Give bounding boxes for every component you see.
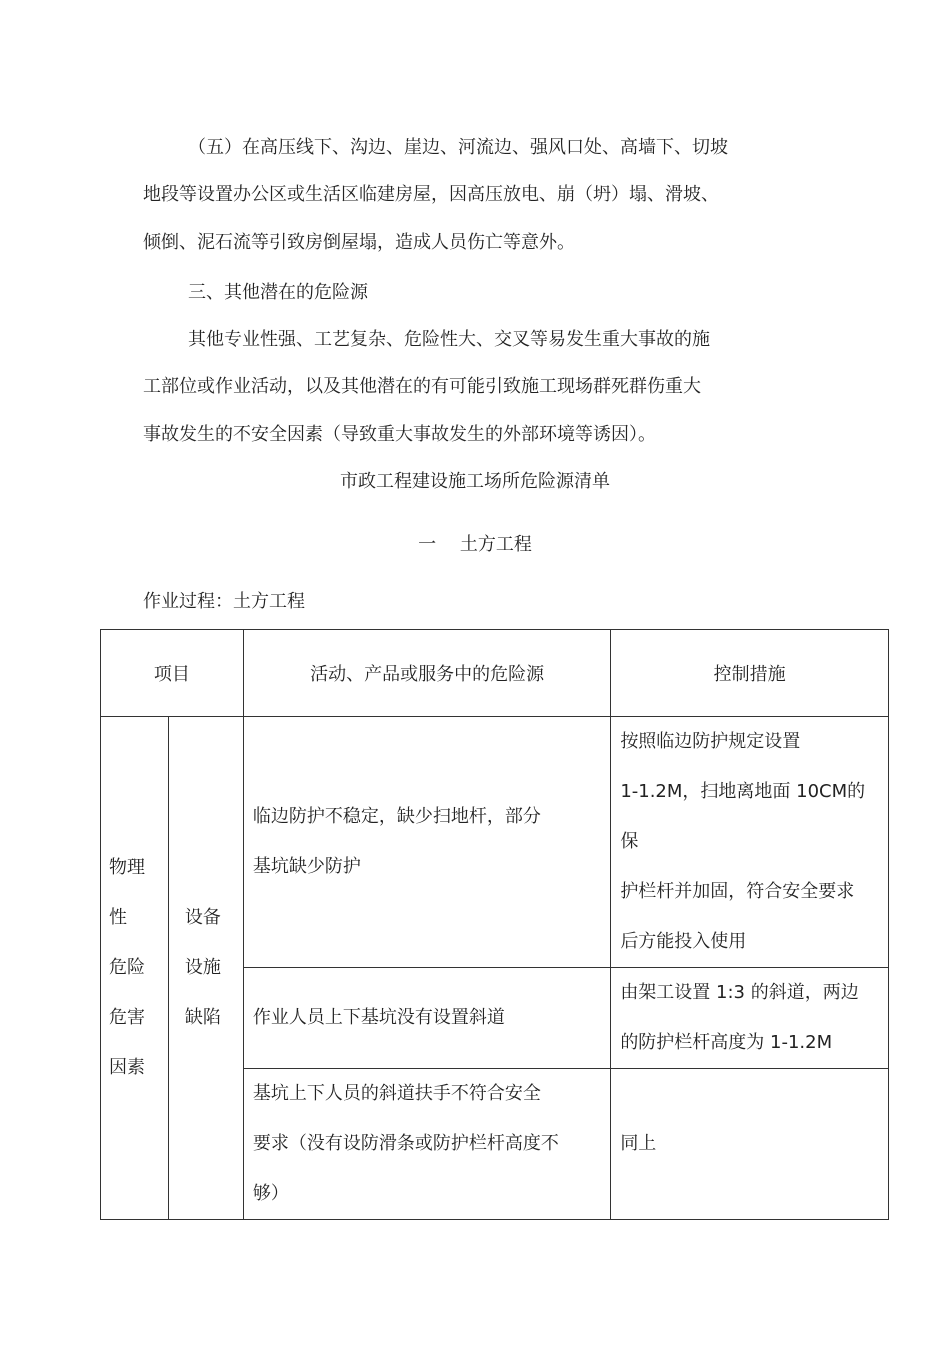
- header-hazard: 活动、产品或服务中的危险源: [243, 630, 610, 717]
- control-line: 后方能投入使用: [620, 931, 747, 952]
- category-line: 危害: [109, 1007, 145, 1028]
- subcategory-line: 设施: [184, 957, 221, 978]
- category-cell: [101, 717, 169, 1220]
- section-heading-3: 三、其他潜在的危险源: [188, 282, 368, 303]
- category-line: 物理: [109, 857, 145, 878]
- hazard-line: 基坑缺少防护: [252, 856, 361, 877]
- paragraph-line: 工部位或作业活动，以及其他潜在的有可能引致施工现场群死群伤重大: [143, 376, 701, 397]
- control-line: 护栏杆并加固，符合安全要求: [620, 881, 855, 902]
- hazard-cell: [243, 968, 610, 1069]
- table-row: [101, 717, 889, 968]
- hazard-cell: [243, 1069, 610, 1220]
- subcategory-line: 设备: [184, 907, 221, 928]
- control-cell: [611, 968, 889, 1069]
- paragraph-line: 其他专业性强、工艺复杂、危险性大、交叉等易发生重大事故的施: [188, 329, 710, 350]
- subcategory-cell: [168, 717, 243, 1220]
- hazard-cell: [243, 717, 610, 968]
- control-line: 由架工设置 1:3 的斜道，两边: [620, 982, 859, 1003]
- control-line: 同上: [620, 1133, 657, 1154]
- header-item: 项目: [101, 630, 244, 717]
- paragraph-line: （五）在高压线下、沟边、崖边、河流边、强风口处、高墙下、切坡: [188, 137, 728, 158]
- paragraph-line: 倾倒、泥石流等引致房倒屋塌，造成人员伤亡等意外。: [143, 232, 575, 253]
- control-line: 1-1.2M，扫地离地面 10CM的保: [620, 781, 866, 852]
- category-line: 因素: [109, 1057, 145, 1078]
- hazard-line: 临边防护不稳定，缺少扫地杆，部分: [252, 806, 541, 827]
- control-cell: [611, 1069, 889, 1220]
- paragraph-line: 地段等设置办公区或生活区临建房屋，因高压放电、崩（坍）塌、滑坡、: [143, 184, 719, 205]
- hazard-table: [100, 629, 889, 1220]
- process-label: 作业过程：土方工程: [143, 591, 305, 612]
- subcategory-line: 缺陷: [184, 1007, 221, 1028]
- control-line: 按照临边防护规定设置: [620, 731, 801, 752]
- paragraph-line: 事故发生的不安全因素（导致重大事故发生的外部环境等诱因）。: [143, 424, 656, 445]
- hazard-line: 要求（没有设防滑条或防护栏杆高度不: [252, 1133, 559, 1154]
- hazard-line: 基坑上下人员的斜道扶手不符合安全: [252, 1083, 541, 1104]
- header-control: 控制措施: [611, 630, 889, 717]
- control-line: 的防护栏杆高度为 1-1.2M: [620, 1032, 833, 1053]
- table-header-row: [101, 630, 889, 717]
- list-title: 市政工程建设施工场所危险源清单: [340, 471, 610, 492]
- hazard-line: 够）: [252, 1183, 289, 1204]
- category-line: 性: [109, 907, 127, 928]
- control-cell: [611, 717, 889, 968]
- section-heading: 一 土方工程: [418, 534, 532, 555]
- hazard-line: 作业人员上下基坑没有设置斜道: [252, 1007, 505, 1028]
- category-line: 危险: [109, 957, 145, 978]
